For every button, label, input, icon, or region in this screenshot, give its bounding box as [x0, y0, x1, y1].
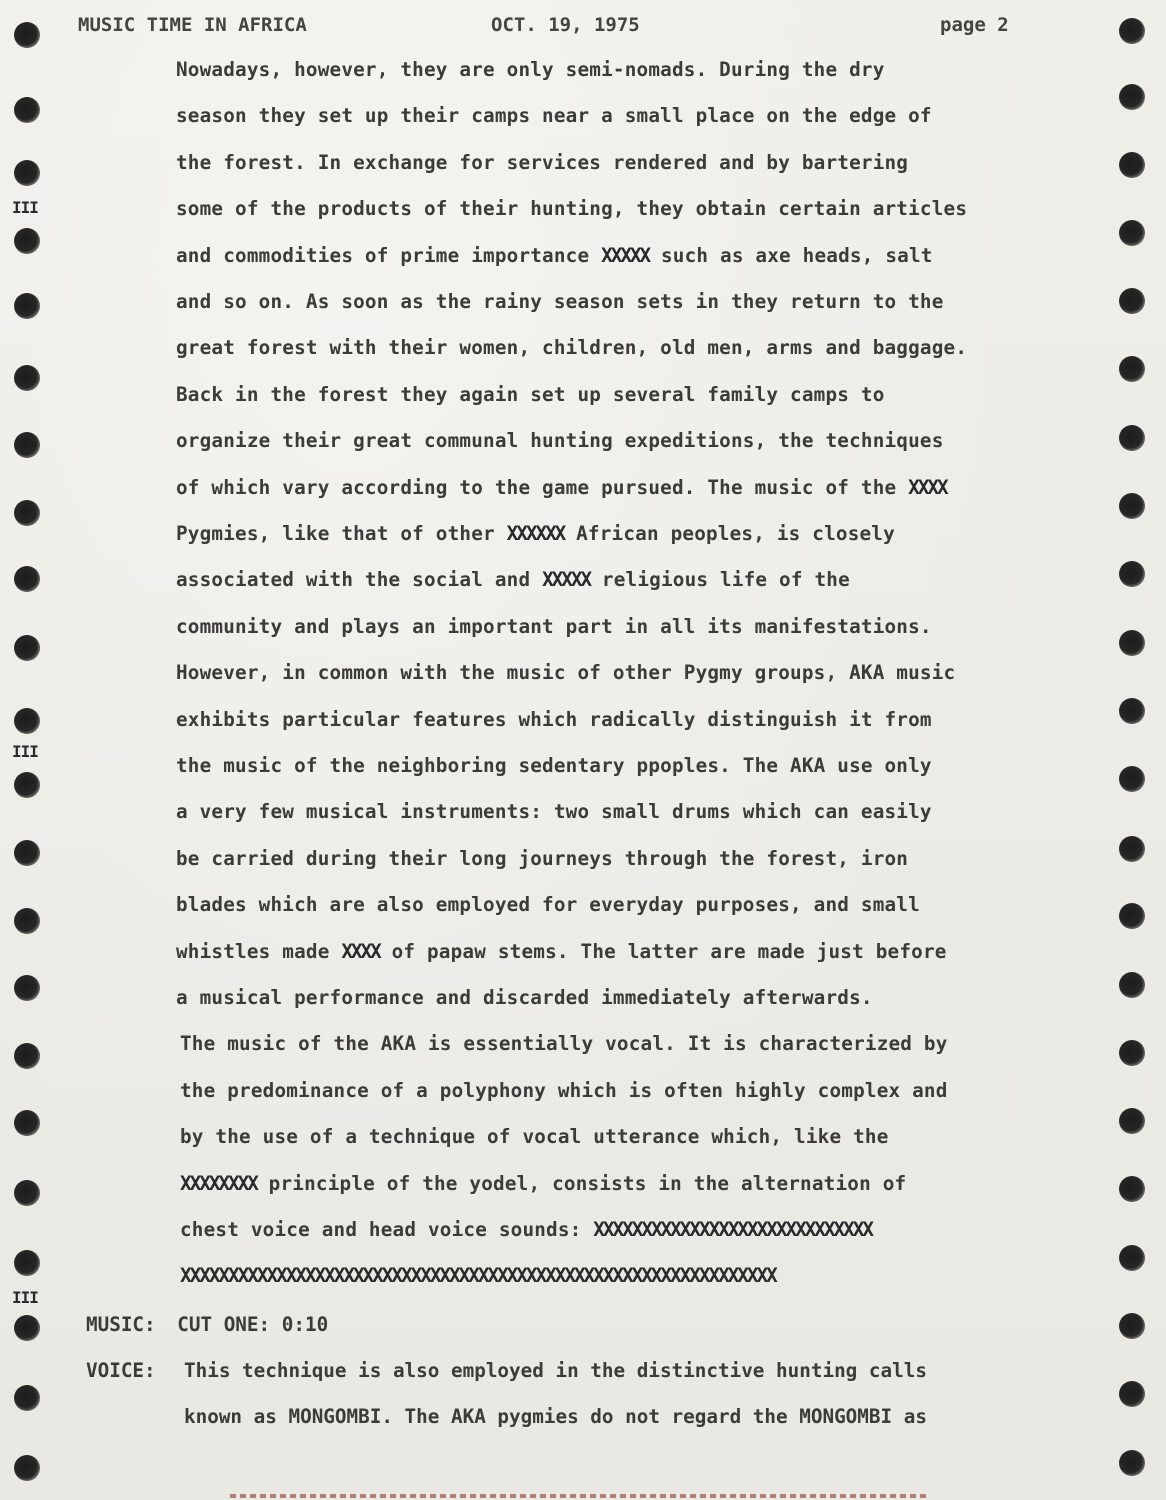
punch-hole [1119, 561, 1145, 587]
margin-mark: III [12, 742, 38, 761]
torn-bottom-edge [230, 1494, 930, 1498]
body-line: great forest with their women, children, old men, arms and baggage. [176, 336, 968, 360]
right-tractor-holes [1113, 0, 1153, 1500]
body-line: a musical performance and discarded immediately afterwards. [176, 986, 873, 1009]
struck-out-text: XXXXXXXXXXXXXXXXXXXXXXXXXXXXX [593, 1218, 872, 1241]
punch-hole [1119, 1450, 1145, 1476]
body-text [176, 58, 1096, 1298]
music-label: MUSIC: [86, 1313, 156, 1336]
punch-hole [14, 1110, 40, 1136]
body-line: The music of the AKA is essentially vocal. It is characterized by [180, 1032, 948, 1056]
body-line: by the use of a technique of vocal utterance which, like the [180, 1125, 889, 1149]
punch-hole [1119, 766, 1145, 792]
punch-hole [1119, 630, 1145, 656]
struck-out-text: XXXX [341, 939, 380, 963]
body-line: and so on. As soon as the rainy season sets in they return to the [176, 290, 944, 313]
punch-hole [1119, 1108, 1145, 1134]
body-line [176, 244, 933, 267]
struck-out-text: XXXXX [542, 568, 591, 592]
punch-hole [14, 1043, 40, 1069]
punch-hole [1119, 836, 1145, 862]
body-line: Back in the forest they again set up several family camps to [176, 382, 885, 406]
punch-hole [14, 22, 40, 48]
punch-hole [14, 840, 40, 866]
line-segment: of papaw stems. The latter are made just before [379, 939, 947, 963]
struck-out-text: XXXXXX [506, 522, 565, 545]
page-number: page 2 [940, 14, 1009, 36]
line-segment: principle of the yodel, consists in the alternation of [256, 1171, 907, 1195]
line-segment: and commodities of prime importance [176, 243, 602, 267]
punch-hole [14, 432, 40, 458]
punch-hole [14, 708, 40, 734]
punch-hole [14, 1250, 40, 1276]
punch-hole [14, 908, 40, 934]
struck-out-text: XXXXX [601, 243, 650, 267]
voice-line: known as MONGOMBI. The AKA pygmies do not regard the MONGOMBI as [184, 1405, 927, 1428]
body-line: a very few musical instruments: two small drums which can easily [176, 800, 932, 824]
body-line [176, 568, 850, 591]
punch-hole [1119, 84, 1145, 110]
program-title: MUSIC TIME IN AFRICA [78, 14, 307, 36]
punch-hole [1119, 1245, 1145, 1271]
body-line: blades which are also employed for everyday purposes, and small [176, 893, 920, 917]
margin-mark: III [12, 1288, 38, 1307]
punch-hole [14, 635, 40, 661]
body-line [180, 1172, 906, 1195]
struck-out-text: XXXX [908, 475, 947, 499]
punch-hole [14, 228, 40, 254]
punch-hole [14, 293, 40, 319]
punch-hole [1119, 1176, 1145, 1202]
punch-hole [14, 1180, 40, 1206]
punch-hole [1119, 1313, 1145, 1339]
voice-line: This technique is also employed in the distinctive hunting calls [184, 1359, 927, 1382]
body-line [180, 1218, 872, 1241]
voice-label: VOICE: [86, 1359, 156, 1382]
punch-hole [1119, 425, 1145, 451]
punch-hole [14, 365, 40, 391]
line-segment: whistles made [176, 939, 342, 963]
body-line: the predominance of a polyphony which is often highly complex and [180, 1078, 948, 1102]
punch-hole [14, 566, 40, 592]
punch-hole [1119, 903, 1145, 929]
punch-hole [14, 97, 40, 123]
body-line [176, 522, 895, 545]
line-segment: Pygmies, like that of other [176, 522, 507, 545]
body-line: the forest. In exchange for services rendered and by bartering [176, 150, 909, 174]
music-cue [86, 1313, 328, 1336]
line-segment: such as axe heads, salt [649, 243, 933, 267]
punch-hole [14, 1385, 40, 1411]
punch-hole [1119, 1381, 1145, 1407]
line-segment: chest voice and head voice sounds: [180, 1218, 594, 1241]
body-line: community and plays an important part in all its manifestations. [176, 614, 932, 638]
line-segment: religious life of the [590, 568, 850, 592]
punch-hole [1119, 288, 1145, 314]
punch-hole [14, 160, 40, 186]
line-segment: associated with the social and [176, 568, 543, 592]
body-line: Nowadays, however, they are only semi-nomads. During the dry [176, 58, 885, 81]
punch-hole [1119, 493, 1145, 519]
punch-hole [14, 1315, 40, 1341]
body-line: the music of the neighboring sedentary ppoples. The AKA use only [176, 754, 932, 777]
margin-mark: III [12, 198, 38, 217]
punch-hole [1119, 356, 1145, 382]
body-line: However, in common with the music of other Pygmy groups, AKA music [176, 661, 956, 685]
punch-hole [1119, 698, 1145, 724]
body-line [176, 940, 947, 963]
page-header [78, 14, 1038, 44]
line-segment: African peoples, is closely [564, 522, 895, 545]
body-line: exhibits particular features which radically distinguish it from [176, 707, 932, 731]
punch-hole [1119, 152, 1145, 178]
music-cue-text: CUT ONE: 0:10 [177, 1313, 329, 1336]
punch-hole [14, 772, 40, 798]
punch-hole [1119, 972, 1145, 998]
punch-hole [14, 1455, 40, 1481]
body-line [180, 1264, 776, 1287]
punch-hole [14, 975, 40, 1001]
body-line: season they set up their camps near a small place on the edge of [176, 104, 932, 128]
struck-out-text: XXXXXXXX [180, 1171, 257, 1195]
punch-hole [1119, 18, 1145, 44]
punch-hole [14, 500, 40, 526]
punch-hole [1119, 1040, 1145, 1066]
struck-out-text: XXXXXXXXXXXXXXXXXXXXXXXXXXXXXXXXXXXXXXXXXXXXXXXXXXXXXXXXXXXXXX [180, 1264, 776, 1288]
body-line: be carried during their long journeys through the forest, iron [176, 846, 909, 870]
punch-hole [1119, 220, 1145, 246]
body-line: some of the products of their hunting, they obtain certain articles [176, 197, 968, 221]
line-segment: of which vary according to the game pursued. The music of the [176, 475, 909, 499]
broadcast-date: OCT. 19, 1975 [491, 14, 640, 36]
body-line [176, 476, 947, 499]
body-line: organize their great communal hunting expeditions, the techniques [176, 429, 944, 453]
